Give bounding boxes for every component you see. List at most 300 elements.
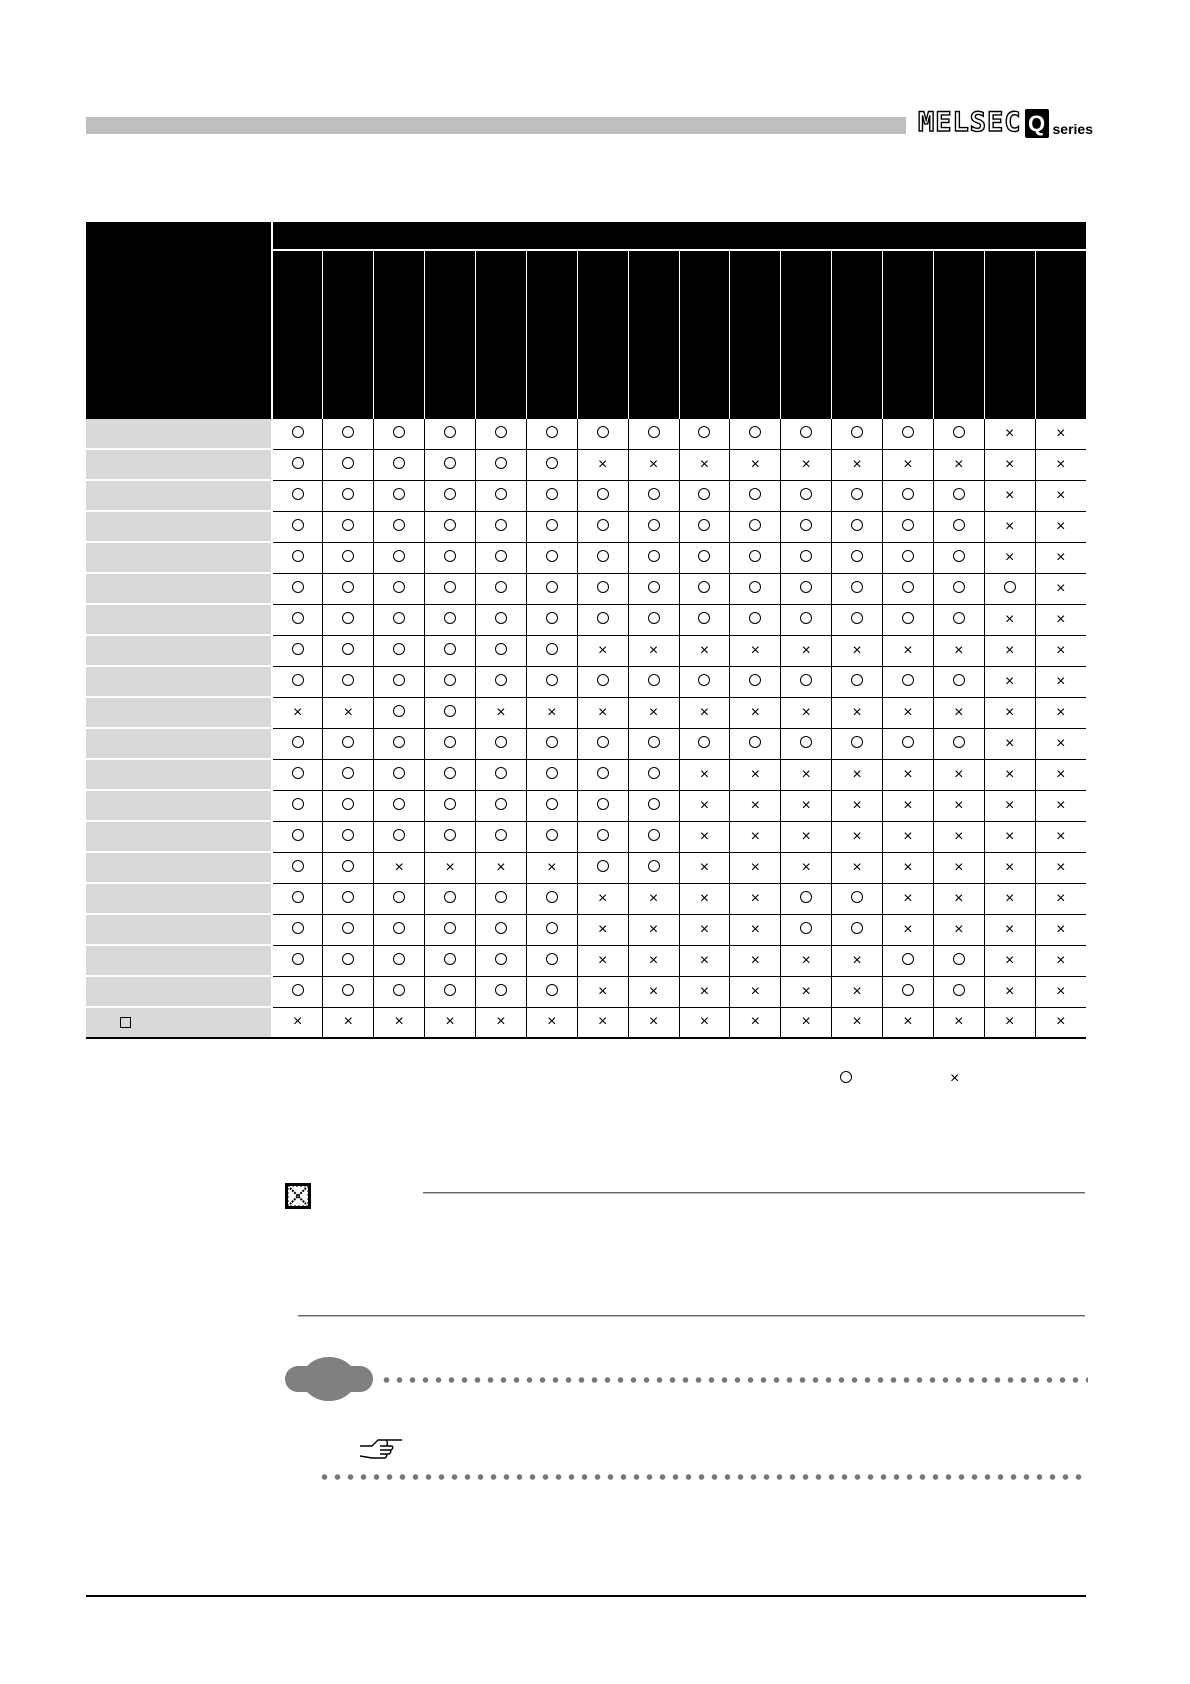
- circle-mark-icon: [342, 922, 354, 934]
- cross-mark-icon: ×: [852, 827, 862, 845]
- table-cell: [984, 666, 1035, 697]
- cross-mark-icon: ×: [1005, 734, 1015, 752]
- table-cell: [679, 1007, 730, 1038]
- circle-mark-icon: [292, 674, 304, 686]
- table-row: [86, 635, 1086, 666]
- table-header-col-2: [323, 250, 374, 419]
- table-cell: [628, 821, 679, 852]
- table-cell: [526, 573, 577, 604]
- circle-mark-icon: [546, 953, 558, 965]
- circle-mark-icon: [342, 984, 354, 996]
- table-row: [86, 759, 1086, 790]
- table-cell: [425, 914, 476, 945]
- table-cell: [323, 542, 374, 573]
- table-cell: [933, 945, 984, 976]
- cross-mark-icon: ×: [1056, 610, 1066, 628]
- row-label: [86, 604, 272, 635]
- circle-mark-icon: [342, 891, 354, 903]
- circle-mark-icon: [444, 922, 456, 934]
- table-cell: [984, 449, 1035, 480]
- square-icon: [120, 1017, 131, 1028]
- table-cell: [577, 821, 628, 852]
- circle-mark-icon: [597, 581, 609, 593]
- table-cell: [628, 945, 679, 976]
- cross-mark-icon: ×: [1005, 765, 1015, 783]
- circle-mark-icon: [953, 426, 965, 438]
- circle-mark-icon: [902, 488, 914, 500]
- circle-mark-icon: [546, 798, 558, 810]
- table-cell: [730, 728, 781, 759]
- table-cell: [628, 449, 679, 480]
- cross-mark-icon: ×: [1005, 920, 1015, 938]
- legend-o-mark: [840, 1071, 852, 1083]
- row-label: [86, 542, 272, 573]
- table-cell: [425, 697, 476, 728]
- circle-mark-icon: [597, 612, 609, 624]
- circle-mark-icon: [393, 767, 405, 779]
- circle-mark-icon: [546, 891, 558, 903]
- table-cell: [374, 945, 425, 976]
- table-cell: [933, 635, 984, 666]
- table-cell: [1035, 914, 1086, 945]
- table-cell: [832, 852, 883, 883]
- table-cell: [933, 449, 984, 480]
- table-cell: [679, 511, 730, 542]
- table-header-col-7: [577, 250, 628, 419]
- table-cell: [883, 945, 934, 976]
- circle-mark-icon: [851, 550, 863, 562]
- circle-mark-icon: [444, 643, 456, 655]
- circle-mark-icon: [648, 736, 660, 748]
- table-cell: [425, 883, 476, 914]
- circle-mark-icon: [444, 829, 456, 841]
- table-cell: [272, 883, 323, 914]
- table-row: [86, 573, 1086, 604]
- table-header-col-1: [272, 250, 323, 419]
- cross-mark-icon: ×: [801, 703, 811, 721]
- row-label: [86, 821, 272, 852]
- cross-mark-icon: ×: [1005, 424, 1015, 442]
- table-cell: [883, 666, 934, 697]
- table-header-col-5: [476, 250, 527, 419]
- cross-mark-icon: ×: [1056, 796, 1066, 814]
- circle-mark-icon: [698, 674, 710, 686]
- table-cell: [679, 790, 730, 821]
- table-cell: [425, 542, 476, 573]
- table-cell: [730, 914, 781, 945]
- circle-mark-icon: [1004, 581, 1016, 593]
- table-cell: [272, 759, 323, 790]
- table-cell: [679, 914, 730, 945]
- table-header-col-16: [1035, 250, 1086, 419]
- circle-mark-icon: [546, 488, 558, 500]
- circle-mark-icon: [648, 767, 660, 779]
- cross-mark-icon: ×: [1056, 858, 1066, 876]
- table-cell: [679, 573, 730, 604]
- circle-mark-icon: [495, 674, 507, 686]
- table-cell: [526, 635, 577, 666]
- circle-mark-icon: [342, 519, 354, 531]
- table-cell: [476, 790, 527, 821]
- cross-mark-icon: ×: [801, 796, 811, 814]
- table-cell: [272, 449, 323, 480]
- circle-mark-icon: [495, 984, 507, 996]
- table-cell: [476, 635, 527, 666]
- table-cell: [374, 697, 425, 728]
- circle-mark-icon: [597, 736, 609, 748]
- table-cell: [832, 976, 883, 1007]
- circle-mark-icon: [292, 860, 304, 872]
- circle-mark-icon: [851, 674, 863, 686]
- table-cell: [476, 883, 527, 914]
- circle-mark-icon: [749, 736, 761, 748]
- circle-mark-icon: [444, 736, 456, 748]
- circle-mark-icon: [292, 581, 304, 593]
- table-cell: [832, 542, 883, 573]
- circle-mark-icon: [698, 519, 710, 531]
- table-cell: [781, 449, 832, 480]
- table-cell: [984, 914, 1035, 945]
- table-cell: [628, 419, 679, 449]
- table-cell: [272, 945, 323, 976]
- circle-mark-icon: [495, 612, 507, 624]
- table-cell: [984, 883, 1035, 914]
- table-cell: [730, 511, 781, 542]
- table-cell: [679, 449, 730, 480]
- table-cell: [933, 976, 984, 1007]
- circle-mark-icon: [800, 519, 812, 531]
- circle-mark-icon: [597, 829, 609, 841]
- cross-mark-icon: ×: [750, 920, 760, 938]
- table-cell: [730, 945, 781, 976]
- cross-mark-icon: ×: [852, 1013, 862, 1031]
- table-cell: [883, 449, 934, 480]
- table-cell: [781, 976, 832, 1007]
- table-cell: [628, 1007, 679, 1038]
- table-cell: [781, 419, 832, 449]
- table-cell: [323, 883, 374, 914]
- legend-x: [950, 1070, 959, 1088]
- table-cell: [628, 604, 679, 635]
- circle-mark-icon: [444, 674, 456, 686]
- table-cell: [374, 635, 425, 666]
- pointing-hand-icon: [358, 1434, 404, 1460]
- cross-mark-icon: ×: [852, 951, 862, 969]
- table-cell: [1035, 542, 1086, 573]
- circle-mark-icon: [800, 581, 812, 593]
- table-cell: [730, 697, 781, 728]
- circle-mark-icon: [444, 984, 456, 996]
- cross-mark-icon: ×: [954, 920, 964, 938]
- table-cell: [628, 883, 679, 914]
- circle-mark-icon: [292, 643, 304, 655]
- row-label: [86, 759, 272, 790]
- cross-mark-icon: ×: [954, 858, 964, 876]
- circle-mark-icon: [953, 550, 965, 562]
- table-cell: [933, 573, 984, 604]
- table-header-col-10: [730, 250, 781, 419]
- table-cell: [374, 790, 425, 821]
- circle-mark-icon: [851, 612, 863, 624]
- table-cell: [832, 573, 883, 604]
- table-cell: [730, 604, 781, 635]
- table-cell: [577, 635, 628, 666]
- table-cell: [323, 1007, 374, 1038]
- cross-mark-icon: ×: [1005, 610, 1015, 628]
- table-cell: [323, 697, 374, 728]
- row-label: [86, 573, 272, 604]
- cross-mark-icon: ×: [903, 920, 913, 938]
- cross-mark-icon: ×: [903, 703, 913, 721]
- circle-mark-icon: [292, 891, 304, 903]
- circle-mark-icon: [342, 767, 354, 779]
- circle-mark-icon: [342, 488, 354, 500]
- circle-mark-icon: [393, 953, 405, 965]
- cross-mark-icon: ×: [547, 1013, 557, 1031]
- circle-mark-icon: [902, 984, 914, 996]
- row-label: [86, 852, 272, 883]
- table-cell: [425, 852, 476, 883]
- circle-mark-icon: [546, 829, 558, 841]
- cross-mark-icon: ×: [954, 703, 964, 721]
- table-cell: [425, 604, 476, 635]
- cross-mark-icon: ×: [699, 796, 710, 814]
- table-cell: [1035, 852, 1086, 883]
- cross-mark-icon: ×: [1005, 517, 1015, 535]
- table-header-col-11: [781, 250, 832, 419]
- table-cell: [425, 790, 476, 821]
- circle-mark-icon: [292, 798, 304, 810]
- cross-mark-icon: ×: [1056, 641, 1066, 659]
- table-cell: [577, 511, 628, 542]
- table-cell: [374, 976, 425, 1007]
- footer-rule: [86, 1595, 1086, 1597]
- cross-mark-icon: ×: [750, 641, 760, 659]
- circle-mark-icon: [749, 612, 761, 624]
- circle-mark-icon: [393, 705, 405, 717]
- cross-mark-icon: ×: [699, 951, 710, 969]
- circle-mark-icon: [444, 519, 456, 531]
- table-cell: [679, 883, 730, 914]
- row-label: [86, 419, 272, 449]
- table-cell: [1035, 790, 1086, 821]
- table-cell: [272, 480, 323, 511]
- logo-q-mark: Q: [1025, 109, 1049, 138]
- circle-mark-icon: [495, 922, 507, 934]
- circle-mark-icon: [698, 736, 710, 748]
- circle-mark-icon: [546, 643, 558, 655]
- cross-mark-icon: ×: [1056, 765, 1066, 783]
- table-cell: [526, 697, 577, 728]
- cross-mark-icon: ×: [1056, 827, 1066, 845]
- circle-mark-icon: [393, 891, 405, 903]
- table-cell: [425, 635, 476, 666]
- cross-mark-icon: ×: [496, 858, 506, 876]
- table-cell: [577, 759, 628, 790]
- table-cell: [679, 604, 730, 635]
- circle-mark-icon: [342, 581, 354, 593]
- table-cell: [374, 573, 425, 604]
- circle-mark-icon: [495, 891, 507, 903]
- circle-mark-icon: [698, 550, 710, 562]
- remark-dotted-rule-bottom: [318, 1473, 1088, 1481]
- cross-mark-icon: ×: [903, 765, 913, 783]
- table-cell: [984, 1007, 1035, 1038]
- table-cell: [832, 449, 883, 480]
- cross-mark-icon: ×: [1056, 982, 1066, 1000]
- logo-brand: MELSEC: [918, 107, 1022, 138]
- cross-mark-icon: ×: [1005, 703, 1015, 721]
- circle-mark-icon: [902, 550, 914, 562]
- cross-mark-icon: ×: [903, 455, 913, 473]
- table-cell: [984, 697, 1035, 728]
- table-cell: [832, 728, 883, 759]
- circle-mark-icon: [495, 426, 507, 438]
- circle-mark-icon: [292, 488, 304, 500]
- cross-mark-icon: ×: [750, 827, 760, 845]
- table-cell: [628, 480, 679, 511]
- cross-mark-icon: ×: [1005, 672, 1015, 690]
- table-row: [86, 449, 1086, 480]
- circle-mark-icon: [546, 550, 558, 562]
- table-cell: [883, 604, 934, 635]
- table-cell: [577, 790, 628, 821]
- table-cell: [832, 790, 883, 821]
- cross-mark-icon: ×: [648, 1013, 659, 1031]
- circle-mark-icon: [953, 488, 965, 500]
- cross-mark-icon: ×: [1005, 982, 1015, 1000]
- table-cell: [781, 914, 832, 945]
- cross-mark-icon: ×: [750, 796, 760, 814]
- table-cell: [781, 697, 832, 728]
- table-cell: [730, 821, 781, 852]
- table-header-col-3: [374, 250, 425, 419]
- row-label: [86, 945, 272, 976]
- remark-dotted-rule-top: [380, 1376, 1088, 1384]
- cross-mark-icon: ×: [903, 641, 913, 659]
- table-cell: [832, 883, 883, 914]
- circle-mark-icon: [342, 457, 354, 469]
- circle-mark-icon: [444, 891, 456, 903]
- cross-mark-icon: ×: [598, 982, 608, 1000]
- table-cell: [374, 728, 425, 759]
- table-cell: [577, 480, 628, 511]
- cross-mark-icon: ×: [598, 455, 608, 473]
- circle-mark-icon: [953, 519, 965, 531]
- table-cell: [323, 790, 374, 821]
- cross-mark-icon: ×: [394, 858, 404, 876]
- table-cell: [730, 790, 781, 821]
- table-cell: [832, 511, 883, 542]
- table-cell: [933, 666, 984, 697]
- table-cell: [374, 604, 425, 635]
- circle-mark-icon: [698, 488, 710, 500]
- table-cell: [883, 883, 934, 914]
- cross-mark-icon: ×: [903, 1013, 913, 1031]
- table-cell: [883, 573, 934, 604]
- cross-mark-icon: ×: [852, 455, 862, 473]
- table-row: [86, 790, 1086, 821]
- table-cell: [1035, 1007, 1086, 1038]
- cross-mark-icon: ×: [1056, 920, 1066, 938]
- circle-mark-icon: [953, 736, 965, 748]
- table-cell: [883, 635, 934, 666]
- table-cell: [933, 728, 984, 759]
- table-cell: [984, 821, 1035, 852]
- table-cell: [883, 759, 934, 790]
- table-header-col-12: [832, 250, 883, 419]
- circle-mark-icon: [953, 984, 965, 996]
- table-cell: [526, 511, 577, 542]
- table-cell: [832, 635, 883, 666]
- table-cell: [730, 759, 781, 790]
- cross-mark-icon: ×: [1056, 734, 1066, 752]
- table-cell: [679, 728, 730, 759]
- circle-mark-icon: [749, 674, 761, 686]
- table-cell: [781, 635, 832, 666]
- table-cell: [984, 480, 1035, 511]
- table-cell: [272, 604, 323, 635]
- table-cell: [526, 790, 577, 821]
- cross-mark-icon: ×: [445, 1013, 455, 1031]
- table-cell: [730, 1007, 781, 1038]
- circle-mark-icon: [851, 736, 863, 748]
- table-cell: [577, 1007, 628, 1038]
- table-cell: [323, 914, 374, 945]
- table-cell: [323, 635, 374, 666]
- table-cell: [272, 419, 323, 449]
- circle-mark-icon: [546, 457, 558, 469]
- table-cell: [272, 821, 323, 852]
- cross-mark-icon: ×: [852, 641, 862, 659]
- circle-mark-icon: [444, 953, 456, 965]
- table-cell: [577, 852, 628, 883]
- cross-mark-icon: ×: [343, 1013, 353, 1031]
- table-cell: [526, 759, 577, 790]
- cross-mark-icon: ×: [1005, 1013, 1015, 1031]
- table-cell: [476, 976, 527, 1007]
- circle-mark-icon: [495, 953, 507, 965]
- table-cell: [832, 666, 883, 697]
- circle-mark-icon: [648, 550, 660, 562]
- table-cell: [1035, 976, 1086, 1007]
- table-cell: [272, 635, 323, 666]
- table-cell: [883, 419, 934, 449]
- circle-mark-icon: [597, 488, 609, 500]
- table-cell: [984, 419, 1035, 449]
- circle-mark-icon: [851, 922, 863, 934]
- table-cell: [374, 666, 425, 697]
- table-row: [86, 852, 1086, 883]
- cross-mark-icon: ×: [598, 641, 608, 659]
- cross-mark-icon: ×: [903, 796, 913, 814]
- circle-mark-icon: [444, 798, 456, 810]
- table-cell: [883, 697, 934, 728]
- table-cell: [984, 852, 1035, 883]
- circle-mark-icon: [597, 550, 609, 562]
- table-cell: [1035, 821, 1086, 852]
- table-cell: [628, 635, 679, 666]
- circle-mark-icon: [953, 953, 965, 965]
- cross-mark-icon: ×: [1005, 548, 1015, 566]
- table-cell: [374, 449, 425, 480]
- table-cell: [781, 1007, 832, 1038]
- cross-mark-icon: ×: [954, 889, 964, 907]
- table-cell: [628, 573, 679, 604]
- table-cell: [832, 480, 883, 511]
- table-cell: [933, 1007, 984, 1038]
- table-cell: [1035, 573, 1086, 604]
